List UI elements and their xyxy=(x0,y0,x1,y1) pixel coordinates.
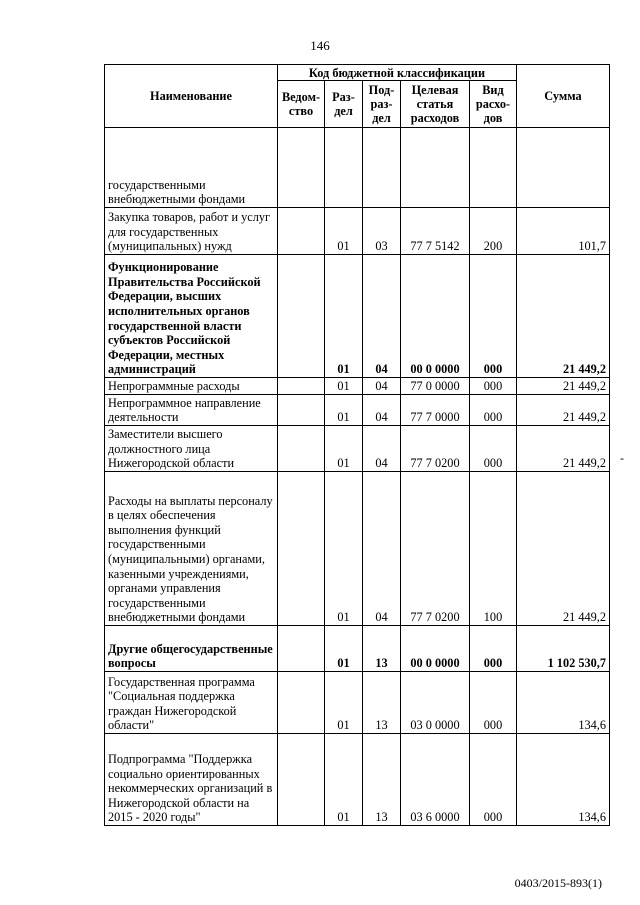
cell-podrazdel: 13 xyxy=(363,734,401,826)
cell-razdel: 01 xyxy=(325,255,363,378)
cell-podrazdel: 04 xyxy=(363,395,401,426)
table-row xyxy=(105,128,610,208)
header-vedomstvo: Ведом-ство xyxy=(278,81,325,128)
cell-vedomstvo xyxy=(278,734,325,826)
cell-expense-type: 000 xyxy=(470,626,517,672)
cell-podrazdel: 13 xyxy=(363,672,401,734)
table-row xyxy=(105,208,610,255)
cell-target-article: 77 0 0000 xyxy=(401,378,470,395)
cell-vedomstvo xyxy=(278,472,325,626)
cell-vedomstvo xyxy=(278,255,325,378)
cell-sum xyxy=(517,128,610,208)
cell-sum: 21 449,2 xyxy=(517,472,610,626)
document-code: 0403/2015-893(1) xyxy=(514,876,602,890)
table-row xyxy=(105,672,610,734)
cell-razdel: 01 xyxy=(325,208,363,255)
cell-sum: 134,6 xyxy=(517,672,610,734)
table-row xyxy=(105,395,610,426)
cell-podrazdel xyxy=(363,128,401,208)
cell-sum: 21 449,2 xyxy=(517,395,610,426)
cell-expense-type: 000 xyxy=(470,426,517,472)
cell-razdel: 01 xyxy=(325,395,363,426)
cell-vedomstvo xyxy=(278,208,325,255)
cell-name: Непрограммные расходы xyxy=(105,378,278,395)
cell-name: Закупка товаров, работ и услуг для государственных (муниципальных) нужд xyxy=(105,208,278,255)
cell-vedomstvo xyxy=(278,672,325,734)
cell-razdel xyxy=(325,128,363,208)
cell-target-article: 77 7 0000 xyxy=(401,395,470,426)
cell-name: Государственная программа "Социальная поддержка граждан Нижегородской области" xyxy=(105,672,278,734)
cell-name: Заместители высшего должностного лица Нижегородской области xyxy=(105,426,278,472)
cell-target-article xyxy=(401,128,470,208)
cell-name: государственными внебюджетными фондами xyxy=(105,128,278,208)
cell-sum: 21 449,2 xyxy=(517,255,610,378)
table-row xyxy=(105,255,610,378)
table-row xyxy=(105,734,610,826)
cell-expense-type: 000 xyxy=(470,672,517,734)
table-row xyxy=(105,626,610,672)
cell-expense-type: 000 xyxy=(470,378,517,395)
cell-target-article: 03 6 0000 xyxy=(401,734,470,826)
header-expense-type: Вид расхо-дов xyxy=(470,81,517,128)
cell-sum: 21 449,2 xyxy=(517,378,610,395)
header-razdel: Раз-дел xyxy=(325,81,363,128)
cell-sum: 1 102 530,7 xyxy=(517,626,610,672)
header-sum: Сумма xyxy=(517,65,610,128)
cell-target-article: 00 0 0000 xyxy=(401,626,470,672)
cell-sum: 101,7 xyxy=(517,208,610,255)
cell-target-article: 00 0 0000 xyxy=(401,255,470,378)
cell-name: Функционирование Правительства Российской Федерации, высших исполнительных органов государственной власти субъектов Российской Федерации, местных администраций xyxy=(105,255,278,378)
cell-vedomstvo xyxy=(278,378,325,395)
cell-target-article: 77 7 0200 xyxy=(401,426,470,472)
cell-vedomstvo xyxy=(278,626,325,672)
header-name: Наименование xyxy=(105,65,278,128)
cell-name: Непрограммное направление деятельности xyxy=(105,395,278,426)
cell-sum: 21 449,2 xyxy=(517,426,610,472)
cell-name: Расходы на выплаты персоналу в целях обеспечения выполнения функций государственными (муниципальными) органами, казенными учреждениями, органами управления государственными внебюджетными фондами xyxy=(105,472,278,626)
cell-target-article: 77 7 5142 xyxy=(401,208,470,255)
cell-podrazdel: 13 xyxy=(363,626,401,672)
cell-expense-type: 200 xyxy=(470,208,517,255)
cell-expense-type: 000 xyxy=(470,734,517,826)
cell-razdel: 01 xyxy=(325,378,363,395)
table-row xyxy=(105,472,610,626)
header-podrazdel: Под-раз-дел xyxy=(363,81,401,128)
cell-name: Подпрограмма "Поддержка социально ориентированных некоммерческих организаций в Нижегородской области на 2015 - 2020 годы" xyxy=(105,734,278,826)
cell-razdel: 01 xyxy=(325,672,363,734)
table-row xyxy=(105,378,610,395)
cell-podrazdel: 04 xyxy=(363,472,401,626)
cell-expense-type: 000 xyxy=(470,395,517,426)
cell-podrazdel: 04 xyxy=(363,378,401,395)
cell-podrazdel: 04 xyxy=(363,255,401,378)
cell-razdel: 01 xyxy=(325,472,363,626)
margin-mark: - xyxy=(620,451,624,465)
header-classification-group: Код бюджетной классификации xyxy=(278,65,517,81)
cell-name: Другие общегосударственные вопросы xyxy=(105,626,278,672)
budget-table xyxy=(104,64,610,826)
cell-podrazdel: 04 xyxy=(363,426,401,472)
cell-vedomstvo xyxy=(278,426,325,472)
cell-expense-type: 000 xyxy=(470,255,517,378)
cell-podrazdel: 03 xyxy=(363,208,401,255)
cell-vedomstvo xyxy=(278,128,325,208)
page-number: 146 xyxy=(310,38,330,53)
cell-sum: 134,6 xyxy=(517,734,610,826)
cell-expense-type: 100 xyxy=(470,472,517,626)
cell-razdel: 01 xyxy=(325,626,363,672)
cell-razdel: 01 xyxy=(325,426,363,472)
table-row xyxy=(105,426,610,472)
cell-target-article: 77 7 0200 xyxy=(401,472,470,626)
cell-vedomstvo xyxy=(278,395,325,426)
cell-target-article: 03 0 0000 xyxy=(401,672,470,734)
cell-razdel: 01 xyxy=(325,734,363,826)
cell-expense-type xyxy=(470,128,517,208)
header-target-article: Целевая статья расходов xyxy=(401,81,470,128)
